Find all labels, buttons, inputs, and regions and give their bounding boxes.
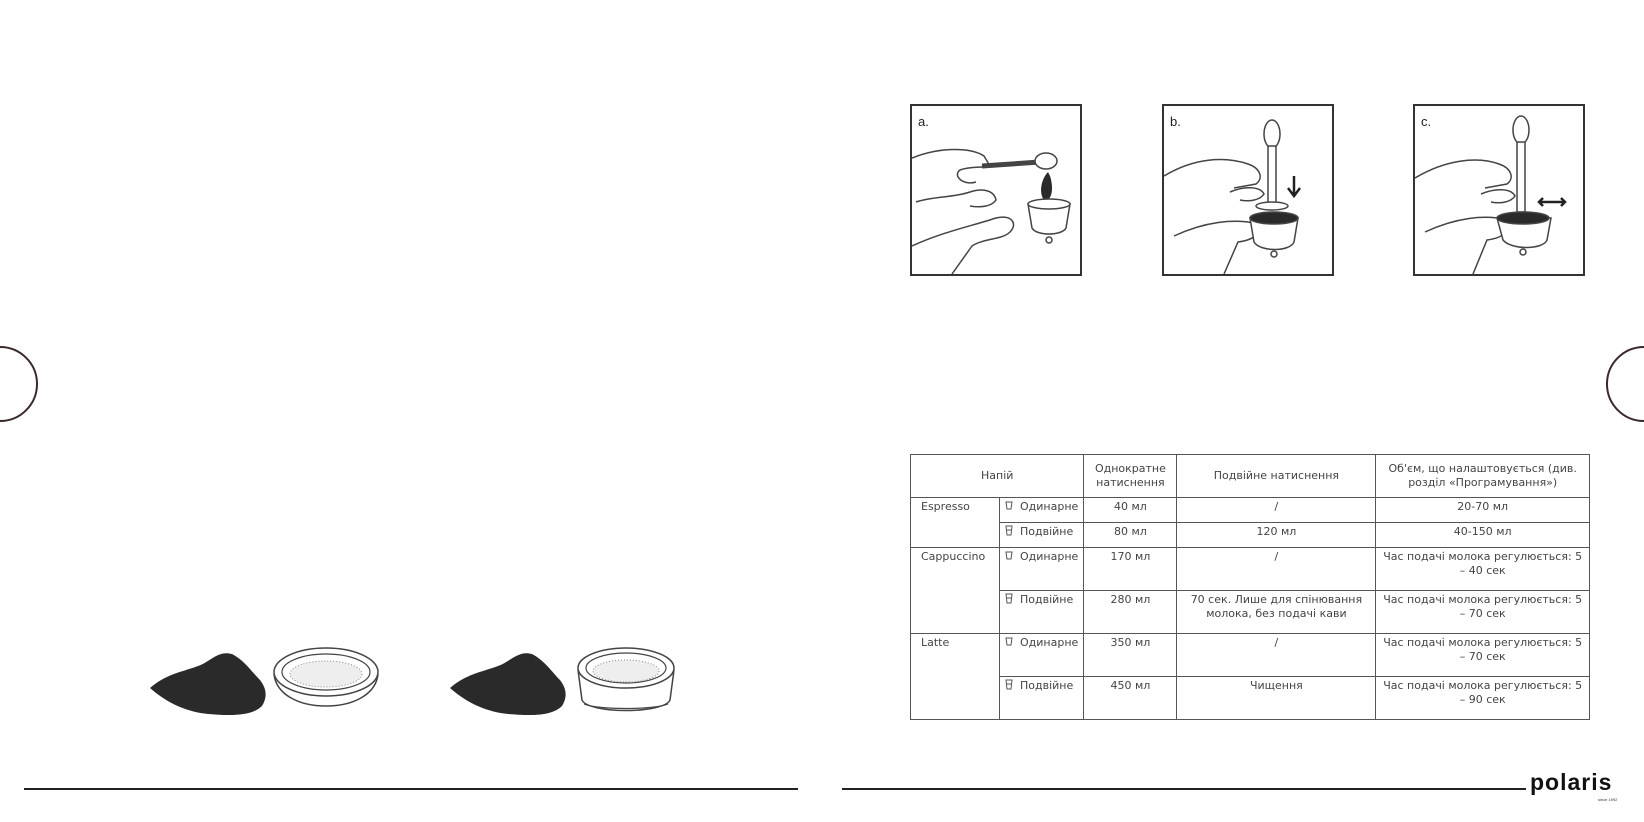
- double-press-value: /: [1177, 634, 1376, 677]
- table-row: [911, 677, 1590, 720]
- volume-value: 20-70 мл: [1376, 498, 1590, 523]
- illustration-letter-a: a.: [918, 114, 929, 129]
- illustration-letter-b: b.: [1170, 114, 1181, 129]
- header-volume: Об'єм, що налаштовується (див. розділ «Програмування»): [1376, 455, 1590, 498]
- footer-rule-right: [842, 788, 1526, 790]
- illustration-letter-c: c.: [1421, 114, 1432, 129]
- volume-value: Час подачі молока регулюється: 5 – 90 сек: [1376, 677, 1590, 720]
- drinks-table: [910, 454, 1590, 720]
- coffee-pile-double-filter-illustration: [448, 644, 680, 724]
- drink-cappuccino: Cappuccino: [911, 548, 1000, 634]
- double-cup-icon: [1004, 679, 1014, 690]
- single-press-value: 80 мл: [1084, 523, 1177, 548]
- polaris-logo: polaris: [1530, 769, 1613, 795]
- volume-value: Час подачі молока регулюється: 5 – 70 сек: [1376, 591, 1590, 634]
- volume-value: Час подачі молока регулюється: 5 – 40 сек: [1376, 548, 1590, 591]
- footer-rule-left: [24, 788, 798, 790]
- page-edge-circle-right: [1606, 346, 1644, 422]
- double-press-value: 70 сек. Лише для спінювання молока, без подачі кави: [1177, 591, 1376, 634]
- single-press-value: 450 мл: [1084, 677, 1177, 720]
- drink-espresso: Espresso: [911, 498, 1000, 548]
- variant-label: Одинарне: [1020, 550, 1079, 563]
- double-press-value: Чищення: [1177, 677, 1376, 720]
- illustration-b: [1162, 104, 1334, 276]
- table-row: [911, 523, 1590, 548]
- single-press-value: 280 мл: [1084, 591, 1177, 634]
- double-cup-icon: [1004, 525, 1014, 536]
- variant-cell: [1000, 498, 1084, 523]
- hand-scoop-drawing: [912, 106, 1080, 274]
- volume-value: 40-150 мл: [1376, 523, 1590, 548]
- variant-label: Подвійне: [1020, 593, 1074, 606]
- header-single-press: Однократне натиснення: [1084, 455, 1177, 498]
- single-cup-icon: [1004, 550, 1014, 561]
- double-cup-icon: [1004, 593, 1014, 604]
- variant-label: Подвійне: [1020, 525, 1074, 538]
- coffee-pile-single-filter-illustration: [148, 644, 380, 724]
- double-press-value: 120 мл: [1177, 523, 1376, 548]
- drink-latte: Latte: [911, 634, 1000, 720]
- single-press-value: 350 мл: [1084, 634, 1177, 677]
- variant-label: Подвійне: [1020, 679, 1074, 692]
- volume-value: Час подачі молока регулюється: 5 – 70 сек: [1376, 634, 1590, 677]
- single-cup-icon: [1004, 636, 1014, 647]
- header-double-press: Подвійне натиснення: [1177, 455, 1376, 498]
- table-row: [911, 548, 1590, 591]
- variant-label: Одинарне: [1020, 500, 1079, 513]
- single-press-value: 40 мл: [1084, 498, 1177, 523]
- variant-cell: [1000, 591, 1084, 634]
- table-row: [911, 498, 1590, 523]
- tamper-twist-drawing: [1415, 106, 1583, 274]
- tamper-press-drawing: [1164, 106, 1332, 274]
- variant-cell: [1000, 677, 1084, 720]
- table-row: [911, 634, 1590, 677]
- header-drink: Напій: [911, 455, 1084, 498]
- illustration-a: [910, 104, 1082, 276]
- single-press-value: 170 мл: [1084, 548, 1177, 591]
- variant-cell: [1000, 523, 1084, 548]
- double-press-value: /: [1177, 548, 1376, 591]
- variant-cell: [1000, 548, 1084, 591]
- table-row: [911, 591, 1590, 634]
- variant-cell: [1000, 634, 1084, 677]
- double-press-value: /: [1177, 498, 1376, 523]
- illustration-c: [1413, 104, 1585, 276]
- variant-label: Одинарне: [1020, 636, 1079, 649]
- page-edge-circle-left: [0, 346, 38, 422]
- table-header-row: [911, 455, 1590, 498]
- logo-tagline: since 1992: [1598, 797, 1618, 802]
- single-cup-icon: [1004, 500, 1014, 511]
